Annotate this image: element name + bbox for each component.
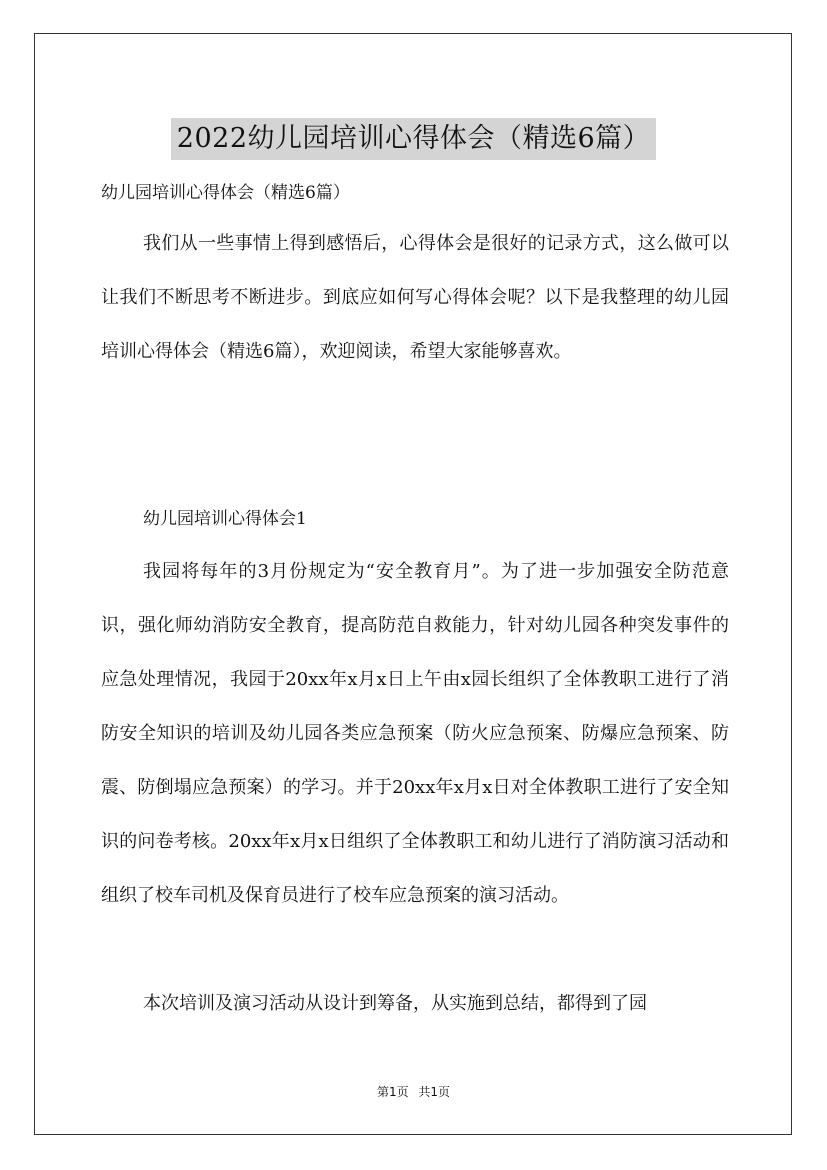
section1-paragraph-2: 本次培训及演习活动从设计到筹备，从实施到总结，都得到了园 [143,993,647,1014]
page-number: 第1页 [376,1085,409,1099]
page-footer [0,1083,827,1101]
intro-paragraph: 我们从一些事情上得到感悟后，心得体会是很好的记录方式，这么做可以让我们不断思考不断进步。到底应如何写心得体会呢？以下是我整理的幼儿园培训心得体会（精选6篇），欢迎阅读，希望大家能够喜欢。 [101,233,729,362]
title-container [0,100,827,178]
section1-paragraph-1: 我园将每年的3月份规定为“安全教育月”。为了进一步加强安全防范意识，强化师幼消防安全教育，提高防范自救能力，针对幼儿园各种突发事件的应急处理情况，我园于20xx年x月x日上午由x园长组织了全体教职工进行了消防安全知识的培训及幼儿园各类应急预案（防火应急预案、防爆应急预案、防震、防倒塌应急预案）的学习。并于20xx年x月x日对全体教职工进行了安全知识的问卷考核。20xx年x月x日组织了全体教职工和幼儿进行了消防演习活动和组织了校车司机及保育员进行了校车应急预案的演习活动。 [101,561,729,906]
page-total: 共1页 [418,1085,451,1099]
section-heading-1: 幼儿园培训心得体会1 [143,509,307,529]
document-title: 2022幼儿园培训心得体会（精选6篇） [171,118,656,160]
document-subtitle: 幼儿园培训心得体会（精选6篇） [101,183,350,203]
